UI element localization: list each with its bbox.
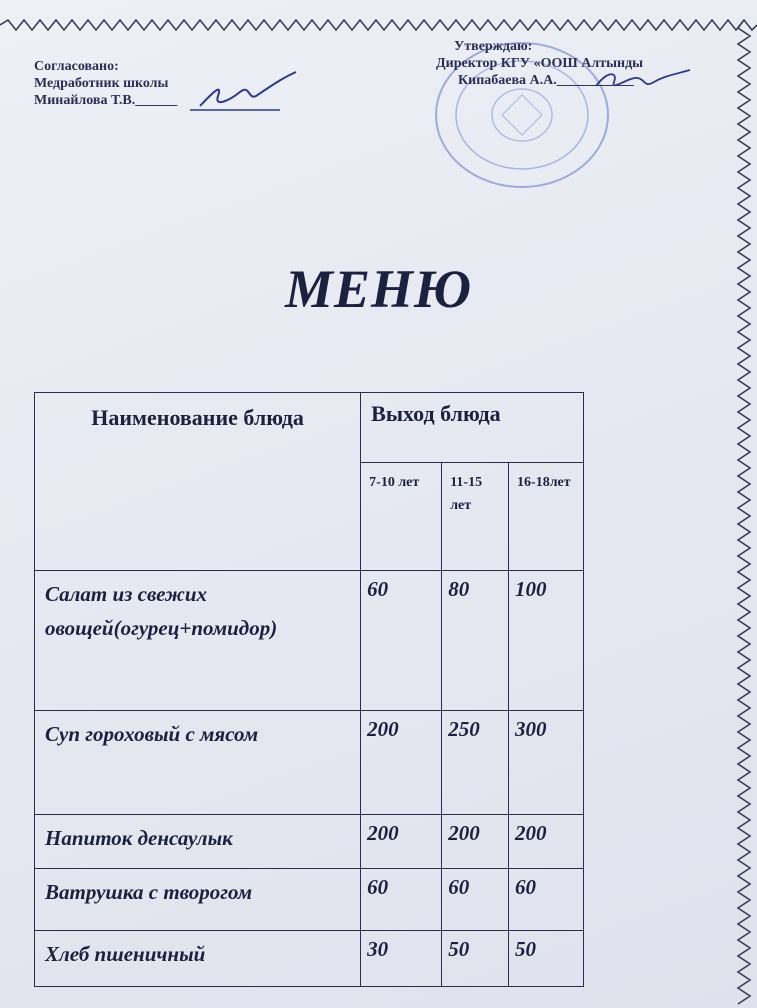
portion-11-15: 200	[442, 815, 509, 869]
page-title: МЕНЮ	[284, 259, 473, 319]
portion-16-18: 60	[509, 869, 584, 931]
portion-7-10: 200	[361, 815, 442, 869]
portion-11-15: 80	[442, 571, 509, 711]
approval-label: Согласовано:	[34, 59, 119, 74]
table-row	[35, 931, 584, 987]
header-age-11-15: 11-15 лет	[442, 463, 509, 571]
portion-7-10: 30	[361, 931, 442, 987]
approver-position: Медработник школы	[34, 76, 169, 91]
director-position: Директор КГУ «ООШ Алтынды	[436, 56, 644, 71]
portion-7-10: 200	[361, 711, 442, 815]
portion-16-18: 300	[509, 711, 584, 815]
header-age-16-18: 16-18лет	[509, 463, 584, 571]
signature-right	[590, 62, 700, 102]
signature-left	[160, 70, 300, 120]
table-row	[35, 711, 584, 815]
portion-11-15: 250	[442, 711, 509, 815]
portion-7-10: 60	[361, 869, 442, 931]
decorative-right-border	[736, 20, 752, 1008]
table-row	[35, 815, 584, 869]
dish-name: Напиток денсаулык	[35, 815, 361, 869]
portion-16-18: 100	[509, 571, 584, 711]
approval-block-left	[34, 58, 177, 109]
table-row	[35, 869, 584, 931]
dish-name: Суп гороховый с мясом	[35, 711, 361, 815]
dish-name: Хлеб пшеничный	[35, 931, 361, 987]
director-name: Кипабаева А.А.___________	[458, 73, 634, 88]
approver-name: Минайлова Т.В.______	[34, 93, 178, 108]
portion-11-15: 60	[442, 869, 509, 931]
approved-label: Утверждаю:	[454, 39, 533, 54]
dish-name: Ватрушка с творогом	[35, 869, 361, 931]
menu-table	[34, 392, 584, 987]
portion-16-18: 50	[509, 931, 584, 987]
dish-name: Салат из свежих овощей(огурец+помидор)	[35, 571, 361, 711]
header-age-7-10: 7-10 лет	[361, 463, 442, 571]
portion-11-15: 50	[442, 931, 509, 987]
table-row	[35, 571, 584, 711]
table-header-row	[35, 393, 584, 463]
portion-7-10: 60	[361, 571, 442, 711]
header-dish-name: Наименование блюда	[35, 393, 361, 571]
portion-16-18: 200	[509, 815, 584, 869]
header-output: Выход блюда	[361, 393, 584, 463]
decorative-top-border	[0, 18, 757, 32]
